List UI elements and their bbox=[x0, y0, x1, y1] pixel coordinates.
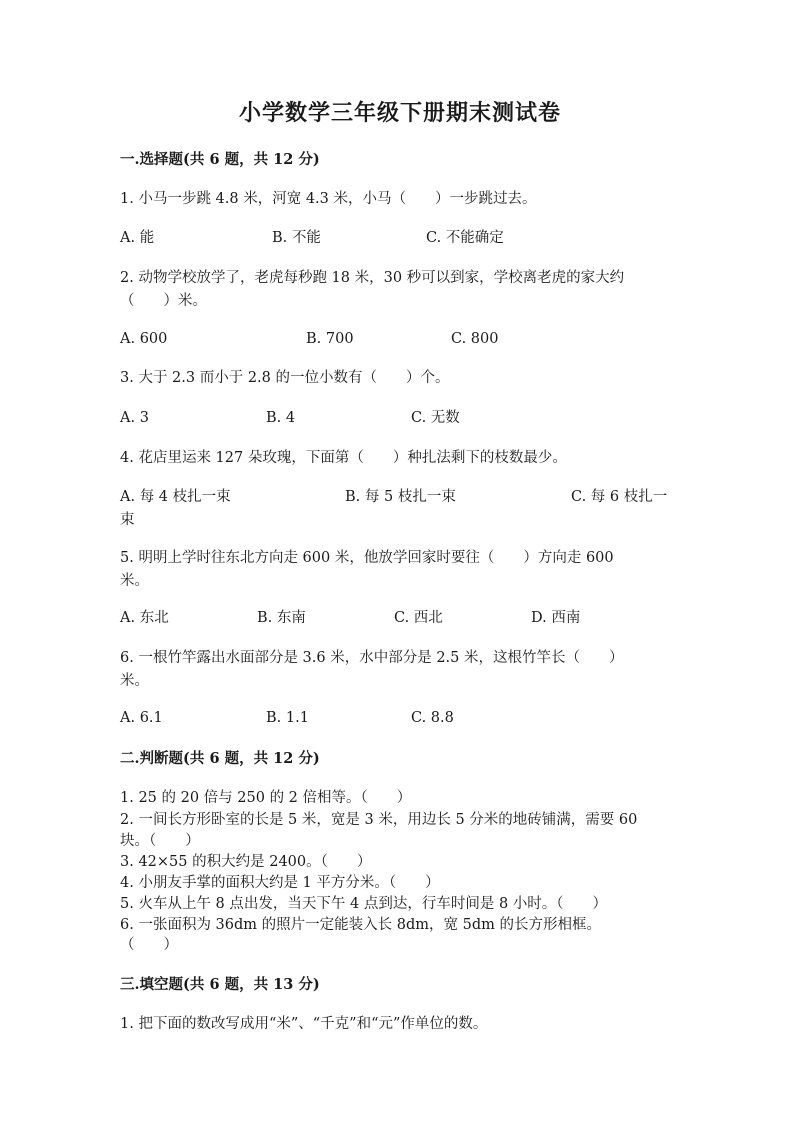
question-5-option-b: B. 东南 bbox=[257, 610, 306, 626]
question-1-text: 1. 小马一步跳 4.8 米，河宽 4.3 米，小马（ ）一步跳过去。 bbox=[120, 191, 537, 207]
question-5-text-line2: 米。 bbox=[120, 573, 149, 589]
judgement-line-4: 3. 42×55 的积大约是 2400。（ ） bbox=[120, 854, 372, 870]
question-2-option-c: C. 800 bbox=[451, 331, 499, 347]
question-2-option-a: A. 600 bbox=[120, 331, 168, 347]
judgement-line-6: 5. 火车从上午 8 点出发，当天下午 4 点到达，行车时间是 8 小时。（ ） bbox=[120, 896, 608, 912]
question-4-text: 4. 花店里运来 127 朵玫瑰，下面第（ ）种扎法剩下的枝数最少。 bbox=[120, 450, 567, 466]
question-1-option-b: B. 不能 bbox=[272, 230, 321, 246]
question-3-text: 3. 大于 2.3 而小于 2.8 的一位小数有（ ）个。 bbox=[120, 370, 450, 386]
question-2-option-b: B. 700 bbox=[306, 331, 354, 347]
section-heading-choice: 一.选择题(共 6 题，共 12 分) bbox=[120, 151, 320, 168]
question-5-option-c: C. 西北 bbox=[394, 610, 443, 626]
section-heading-judgement: 二.判断题(共 6 题，共 12 分) bbox=[120, 750, 320, 767]
question-2-text-line1: 2. 动物学校放学了，老虎每秒跑 18 米，30 秒可以到家，学校离老虎的家大约 bbox=[120, 270, 625, 286]
judgement-line-5: 4. 小朋友手掌的面积大约是 1 平方分米。（ ） bbox=[120, 875, 440, 891]
question-6-option-b: B. 1.1 bbox=[266, 710, 309, 726]
question-1-option-c: C. 不能确定 bbox=[426, 230, 504, 246]
page-title: 小学数学三年级下册期末测试卷 bbox=[238, 100, 561, 126]
question-4-option-c-wrap: 束 bbox=[120, 512, 135, 528]
question-5-text-line1: 5. 明明上学时往东北方向走 600 米，他放学回家时要往（ ）方向走 600 bbox=[120, 550, 614, 566]
question-6-option-a: A. 6.1 bbox=[120, 710, 163, 726]
question-3-option-c: C. 无数 bbox=[411, 410, 460, 426]
question-3-option-b: B. 4 bbox=[266, 410, 296, 426]
question-6-text-line2: 米。 bbox=[120, 673, 149, 689]
judgement-line-3: 块。（ ） bbox=[120, 833, 200, 849]
question-5-option-a: A. 东北 bbox=[120, 610, 169, 626]
question-1-option-a: A. 能 bbox=[120, 230, 155, 246]
question-4-option-a: A. 每 4 枝扎一束 bbox=[120, 489, 231, 505]
question-3-option-a: A. 3 bbox=[120, 410, 149, 426]
judgement-line-7: 6. 一张面积为 36dm 的照片一定能装入长 8dm，宽 5dm 的长方形相框。 bbox=[120, 917, 601, 933]
question-4-option-b: B. 每 5 枝扎一束 bbox=[345, 489, 456, 505]
question-2-text-line2: （ ）米。 bbox=[120, 293, 207, 309]
judgement-line-2: 2. 一间长方形卧室的长是 5 米，宽是 3 米，用边长 5 分米的地砖铺满，需要 60 bbox=[120, 812, 638, 828]
question-6-text-line1: 6. 一根竹竿露出水面部分是 3.6 米，水中部分是 2.5 米，这根竹竿长（ ） bbox=[120, 650, 624, 666]
question-6-option-c: C. 8.8 bbox=[411, 710, 454, 726]
fill-blank-line-1: 1. 把下面的数改写成用“米”、“千克”和“元”作单位的数。 bbox=[120, 1016, 488, 1032]
judgement-line-8: （ ） bbox=[120, 937, 178, 953]
judgement-line-1: 1. 25 的 20 倍与 250 的 2 倍相等。（ ） bbox=[120, 790, 412, 806]
section-heading-fill-blank: 三.填空题(共 6 题，共 13 分) bbox=[120, 976, 320, 993]
question-5-option-d: D. 西南 bbox=[531, 610, 581, 626]
question-4-option-c: C. 每 6 枝扎一 bbox=[571, 489, 668, 505]
